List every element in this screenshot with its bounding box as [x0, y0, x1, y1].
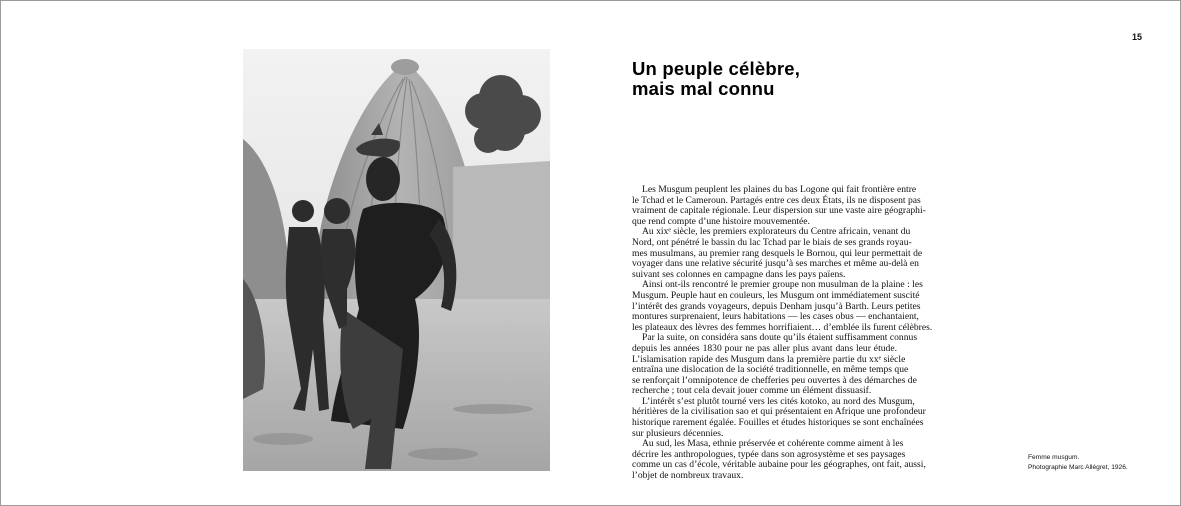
text-line: L’islamisation rapide des Musgum dans la première partie du xxᵉ siècle	[632, 353, 906, 365]
text-line: que rend compte d’une histoire mouvementée.	[632, 215, 810, 227]
text-line: Au xixᵉ siècle, les premiers explorateurs du Centre africain, venant du	[642, 226, 911, 238]
text-line: l’intérêt des grands voyageurs, depuis Denham jusqu’à Barth. Leurs petites	[632, 300, 921, 312]
text-line: depuis les années 1830 pour ne pas aller plus avant dans leur étude.	[632, 342, 897, 354]
mud-wall	[453, 161, 550, 319]
text-line: sur plusieurs décennies.	[632, 427, 724, 439]
text-line: Ainsi ont-ils rencontré le premier groupe non musulman de la plaine : les	[642, 279, 923, 291]
page-number: 15	[1131, 32, 1142, 42]
text-line: mes musulmans, au premier rang desquels le Bornou, qui leur permettait de	[632, 247, 923, 259]
title-line: mais mal connu	[632, 78, 775, 99]
photo-caption	[1028, 453, 1128, 472]
text-line: suivant ses colonnes en campagne dans les pays païens.	[632, 268, 846, 280]
title-line: Un peuple célèbre,	[632, 58, 801, 79]
text-line: voyager dans une relative sécurité jusqu’à ses marches et même au-delà en	[632, 258, 919, 270]
text-line: vraiment de capitale régionale. Leur dispersion sur une vaste aire géographi-	[632, 205, 926, 217]
text-line: Les Musgum peuplent les plaines du bas Logone qui fait frontière entre	[642, 184, 917, 195]
text-line: héritières de la civilisation sao et qui présentaient en Afrique une profondeur	[632, 406, 926, 418]
chapter-title	[632, 59, 932, 99]
photograph	[243, 49, 550, 471]
caption-line: Femme musgum.	[1028, 454, 1080, 461]
text-line: Au sud, les Masa, ethnie préservée et cohérente comme aiment à les	[642, 438, 904, 450]
text-line: montures surprenaient, leurs habitations — les cases obus — enchantaient,	[632, 311, 919, 323]
text-line: le Tchad et le Cameroun. Partagés entre ces deux États, ils ne disposent pas	[632, 194, 921, 206]
text-line: Musgum. Peuple haut en couleurs, les Musgum ont immédiatement suscité	[632, 289, 920, 301]
photograph-illustration	[243, 49, 550, 471]
text-line: Par la suite, on considéra sans doute qu’ils étaient suffisamment connus	[642, 332, 918, 344]
body-text	[632, 184, 933, 482]
text-line: comme un cas d’école, véritable aubaine pour les géographes, ont fait, aussi,	[632, 459, 926, 471]
caption-line: Photographie Marc Allégret, 1926.	[1028, 463, 1128, 471]
text-line: l’objet de nombreux travaux.	[632, 470, 744, 482]
text-line: se renforçait l’omnipotence de chefferies peu ouvertes à des démarches de	[632, 374, 917, 386]
text-line: L’intérêt s’est plutôt tourné vers les cités kotoko, au nord des Musgum,	[642, 395, 915, 407]
text-line: entraîna une dislocation de la société traditionnelle, en même temps que	[632, 364, 909, 376]
text-line: Nord, ont pénétré le bassin du lac Tchad par le biais de ses grands royau-	[632, 236, 912, 248]
text-line: recherche ; tout cela devait jouer comme un élément dissuasif.	[632, 385, 872, 397]
text-line: les plateaux des lèvres des femmes horrifiaient… d’emblée ils furent célèbres.	[632, 321, 933, 333]
text-line: décrire les anthropologues, typée dans son agrosystème et ses paysages	[632, 448, 906, 460]
text-line: historique rarement égalée. Fouilles et études historiques se sont enchaînées	[632, 417, 924, 429]
